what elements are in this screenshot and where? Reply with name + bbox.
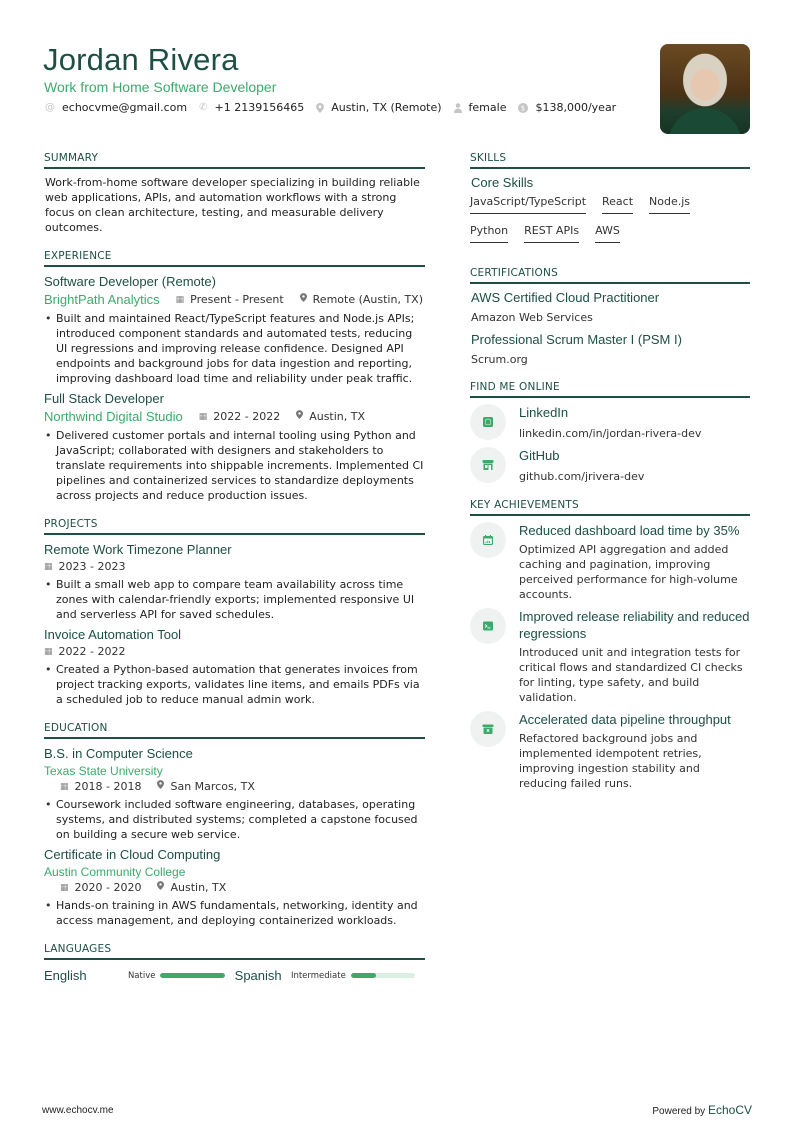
candidate-name: Jordan Rivera [43,42,239,77]
degree-name: Certificate in Cloud Computing [44,847,221,862]
skill-tag: React [602,194,633,214]
certification-issuer: Scrum.org [471,353,528,366]
certification-name: AWS Certified Cloud Practitioner [471,290,660,305]
section-title: CERTIFICATIONS [470,267,750,284]
project-dates: 2023 - 2023 [58,560,126,573]
contact-salary-value: $138,000/year [535,101,617,114]
job-dates: 2022 - 2022 [213,410,281,423]
online-section [470,381,750,484]
map-pin-icon [316,103,324,113]
skill-tag: Node.js [649,194,690,214]
map-pin-icon [157,880,164,896]
calendar-icon: ▦ [44,647,53,657]
contact-bar [45,101,628,114]
map-pin-icon [157,779,164,795]
project-bullet: • Built a small web app to compare team availability across time zones with calendar-friendly exports; implemented responsive UI and serverless API for saved schedules. [44,577,425,622]
profile-link-github[interactable] [470,447,750,484]
degree-name: B.S. in Computer Science [44,746,193,761]
project-bullet: • Created a Python-based automation that generates invoices from project tracking exports, validates line items, and emails PDFs via a scheduled job to reduce manual admin work. [44,662,425,707]
person-icon [454,103,462,113]
archive-icon [470,711,506,747]
svg-text:$: $ [521,104,526,113]
section-title: KEY ACHIEVEMENTS [470,499,750,516]
profile-photo [660,44,750,134]
education-bullet: • Coursework included software engineering, databases, operating systems, and distributed systems; completed a capstone focused on building a secure web service. [44,797,425,842]
project-item [44,541,425,622]
terminal-icon [470,608,506,644]
coin-icon [518,103,528,113]
link-title: GitHub [519,448,560,463]
achievements-section [470,499,750,791]
link-title: LinkedIn [519,405,569,420]
profile-link-linkedin[interactable] [470,404,750,441]
achievement-description: Optimized API aggregation and added caching and pagination, improving perceived performance for high-volume accounts. [519,543,738,601]
candidate-headline: Work from Home Software Developer [44,79,277,95]
section-title: EDUCATION [44,722,425,739]
chip-icon [470,404,506,440]
calendar-icon: ▦ [175,295,185,305]
skill-tag: JavaScript/TypeScript [470,194,586,214]
achievement-title: Accelerated data pipeline throughput [519,712,731,727]
job-dates: Present - Present [190,293,284,306]
job-location: Austin, TX [309,410,366,423]
achievement-title: Improved release reliability and reduced regressions [519,609,750,641]
store-icon [470,447,506,483]
contact-email-value: echocvme@gmail.com [62,101,188,114]
school-name: Austin Community College [44,865,186,879]
brand-name: EchoCV [707,1103,752,1117]
achievement-item [470,522,750,602]
certification-name: Professional Scrum Master I (PSM I) [471,332,682,347]
left-column [44,152,425,998]
project-item [44,626,425,707]
job-title: Software Developer (Remote) [44,274,216,289]
contact-gender [454,101,507,114]
skill-tag: REST APIs [524,223,579,243]
link-url[interactable]: linkedin.com/in/jordan-rivera-dev [519,427,702,440]
language-level: Native [127,970,156,981]
section-title: SUMMARY [44,152,425,169]
language-name: English [44,968,87,983]
project-name: Remote Work Timezone Planner [44,542,232,557]
language-name: Spanish [234,968,282,983]
calendar-chart-icon [470,522,506,558]
section-title: PROJECTS [44,518,425,535]
map-pin-icon [296,409,303,425]
education-item [44,846,425,928]
phone-icon: ✆ [199,102,208,113]
skill-tag: AWS [595,223,620,243]
contact-phone[interactable] [199,101,304,114]
achievement-item [470,608,750,705]
job-title: Full Stack Developer [44,391,164,406]
calendar-icon: ▦ [44,562,53,572]
section-title: FIND ME ONLINE [470,381,750,398]
company-name: BrightPath Analytics [44,292,160,307]
contact-email[interactable] [45,101,187,114]
job-bullet: • Built and maintained React/TypeScript features and Node.js APIs; introduced component standards and automated tests, reducing UI regressions and improving release confidence. Designed API endpoints and background jobs for data ingestion and reporting, improving dashboard load time and reliability under peak traffic. [44,311,425,386]
project-dates: 2022 - 2022 [58,645,126,658]
contact-salary [518,101,616,114]
section-title: LANGUAGES [44,943,425,960]
certification-issuer: Amazon Web Services [471,311,593,324]
education-bullet: • Hands-on training in AWS fundamentals, networking, identity and access management, and deploying containerized workloads. [44,898,425,928]
experience-section [44,250,425,503]
education-location: San Marcos, TX [170,780,255,793]
education-location: Austin, TX [170,881,227,894]
school-name: Texas State University [44,764,163,778]
education-item [44,745,425,842]
skill-tag: Python [470,223,508,243]
calendar-icon: ▦ [198,412,208,422]
language-proficiency-bar [160,973,224,978]
achievement-title: Reduced dashboard load time by 35% [519,523,740,538]
achievement-description: Introduced unit and integration tests for critical flows and standardized CI checks for linting, type safety, and build validation. [519,646,743,704]
language-level: Intermediate [290,970,346,981]
contact-phone-value: +1 2139156465 [214,101,305,114]
language-proficiency-bar [351,973,415,978]
contact-gender-value: female [468,101,507,114]
experience-item [44,390,425,503]
education-dates: 2018 - 2018 [74,780,142,793]
right-column [470,152,750,806]
contact-location [316,101,441,114]
section-title: SKILLS [470,152,750,169]
powered-by-label: Powered by [652,1106,706,1117]
contact-location-value: Austin, TX (Remote) [331,101,442,114]
summary-text: Work-from-home software developer specializing in building reliable web applications, APIs, and automation workflows with a strong focus on clean architecture, testing, and measurable delivery outcomes. [45,176,420,234]
education-section [44,722,425,928]
experience-item [44,273,425,386]
link-url[interactable]: github.com/jrivera-dev [519,470,645,483]
calendar-icon: ▦ [60,883,69,893]
project-name: Invoice Automation Tool [44,627,182,642]
calendar-icon: ▦ [60,782,69,792]
job-location: Remote (Austin, TX) [312,293,423,306]
job-bullet: • Delivered customer portals and internal tooling using Python and JavaScript; collaborated with designers and stakeholders to translate requirements into shippable increments. Implemented CI pipelines and containerized services to standardize deployments across projects and reduce production issues. [44,428,425,503]
achievement-description: Refactored background jobs and implemented idempotent retries, improving ingestion stability and reducing failed runs. [519,732,702,790]
section-title: EXPERIENCE [44,250,425,267]
certifications-section [470,267,750,366]
footer-website-link[interactable]: www.echocv.me [42,1105,114,1116]
summary-section [44,152,425,235]
languages-section [44,943,425,983]
education-dates: 2020 - 2020 [74,881,142,894]
map-pin-icon [300,292,307,308]
at-icon: @ [45,102,55,113]
skills-section [470,152,750,252]
achievement-item [470,711,750,791]
footer-powered-by[interactable] [652,1103,752,1117]
company-name: Northwind Digital Studio [44,409,183,424]
skill-group-title: Core Skills [471,175,534,190]
projects-section [44,518,425,707]
